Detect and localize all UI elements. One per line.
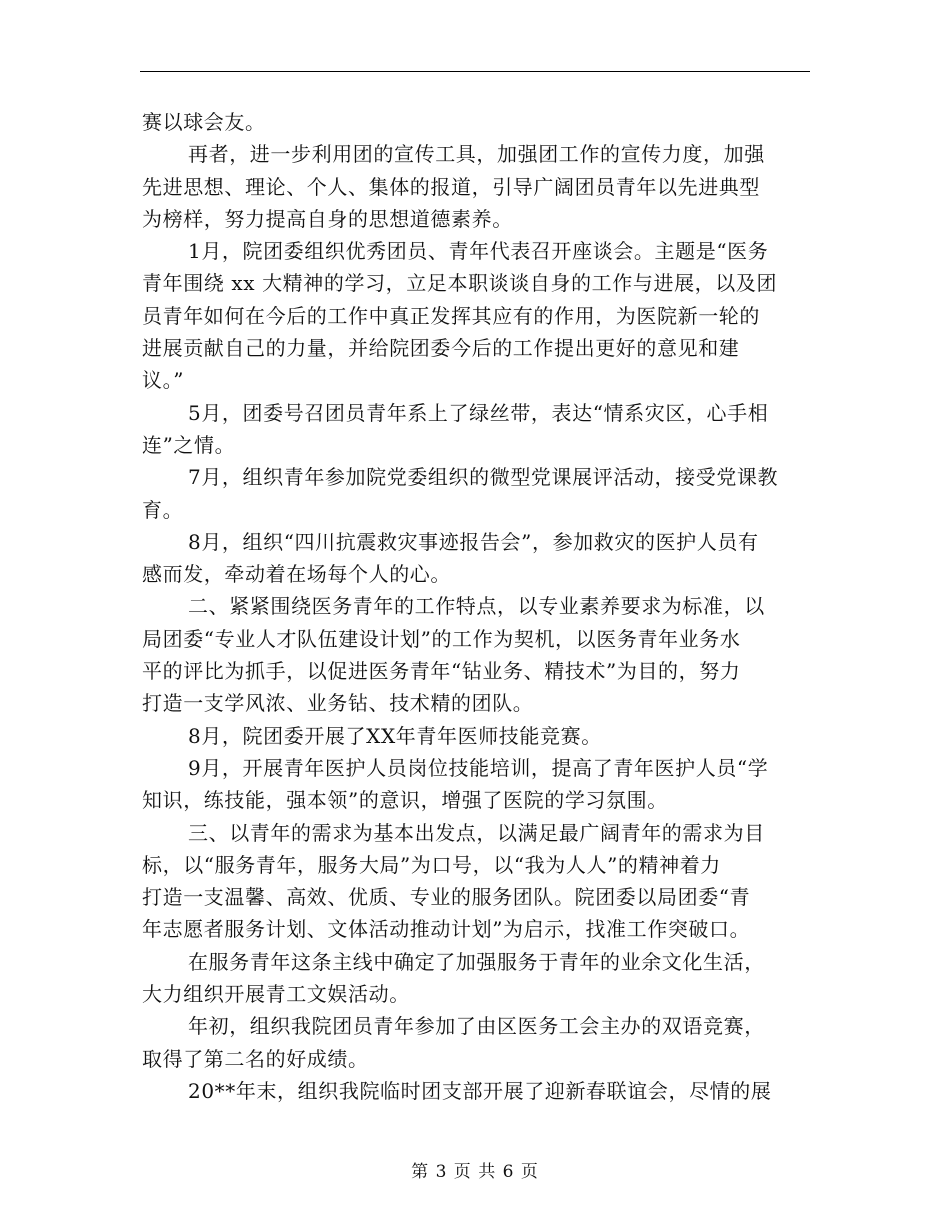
text-line: 5月，团委号召团员青年系上了绿丝带，表达“情系灾区，心手相 <box>188 400 769 425</box>
text-line: 二、紧紧围绕医务青年的工作特点，以专业素养要求为标准，以 <box>188 594 765 619</box>
text-line: 9月，开展青年医护人员岗位技能培训，提高了青年医护人员“学 <box>188 755 769 780</box>
text-line: 1月，院团委组织优秀团员、青年代表召开座谈会。主题是“医务 <box>188 239 769 264</box>
text-line: 青年围绕 xx 大精神的学习，立足本职谈谈自身的工作与进展，以及团 <box>142 271 778 296</box>
text-line: 年初，组织我院团员青年参加了由区医务工会主办的双语竞赛， <box>188 1014 765 1039</box>
text-line: 再者，进一步利用团的宣传工具，加强团工作的宣传力度，加强 <box>188 142 765 167</box>
text-line: 感而发，牵动着在场每个人的心。 <box>142 562 451 587</box>
header-rule <box>140 71 810 72</box>
document-body <box>142 106 810 1107</box>
text-line: 打造一支学风浓、业务钻、技术精的团队。 <box>142 691 534 716</box>
text-line: 三、以青年的需求为基本出发点，以满足最广阔青年的需求为目 <box>188 820 765 845</box>
text-line: 局团委“专业人才队伍建设计划”的工作为契机，以医务青年业务水 <box>142 626 741 651</box>
text-line: 连”之情。 <box>142 432 236 457</box>
text-line: 议。” <box>142 368 185 393</box>
text-line: 20**年末，组织我院临时团支部开展了迎新春联谊会，尽情的展 <box>188 1078 772 1103</box>
text-line: 大力组织开展青工文娱活动。 <box>142 982 410 1007</box>
text-line: 进展贡献自己的力量，并给院团委今后的工作提出更好的意见和建 <box>142 336 740 361</box>
text-line: 取得了第二名的好成绩。 <box>142 1046 369 1071</box>
text-line: 平的评比为抓手，以促进医务青年“钻业务、精技术”为目的，努力 <box>142 659 741 684</box>
text-line: 在服务青年这条主线中确定了加强服务于青年的业余文化生活， <box>188 949 765 974</box>
text-line: 先进思想、理论、个人、集体的报道，引导广阔团员青年以先进典型 <box>142 174 760 199</box>
text-line: 育。 <box>142 497 184 522</box>
text-line: 8月，院团委开展了XX年青年医师技能竞赛。 <box>188 723 602 748</box>
text-line: 员青年如何在今后的工作中真正发挥其应有的作用，为医院新一轮的 <box>142 303 760 328</box>
text-line: 知识，练技能，强本领”的意识，增强了医院的学习氛围。 <box>142 788 668 813</box>
text-line: 7月，组织青年参加院党委组织的微型党课展评活动，接受党课教 <box>188 465 779 490</box>
page-number-footer: 第 3 页 共 6 页 <box>411 1162 539 1182</box>
text-line: 打造一支温馨、高效、优质、专业的服务团队。院团委以局团委“青 <box>142 885 751 910</box>
text-line: 标，以“服务青年，服务大局”为口号，以“我为人人”的精神着力 <box>142 852 721 877</box>
text-line: 为榜样，努力提高自身的思想道德素养。 <box>142 206 513 231</box>
text-line: 8月，组织“四川抗震救灾事迹报告会”，参加救灾的医护人员有 <box>188 529 759 554</box>
text-line: 赛以球会友。 <box>142 110 266 134</box>
text-line: 年志愿者服务计划、文体活动推动计划”为启示，找准工作突破口。 <box>142 917 751 942</box>
